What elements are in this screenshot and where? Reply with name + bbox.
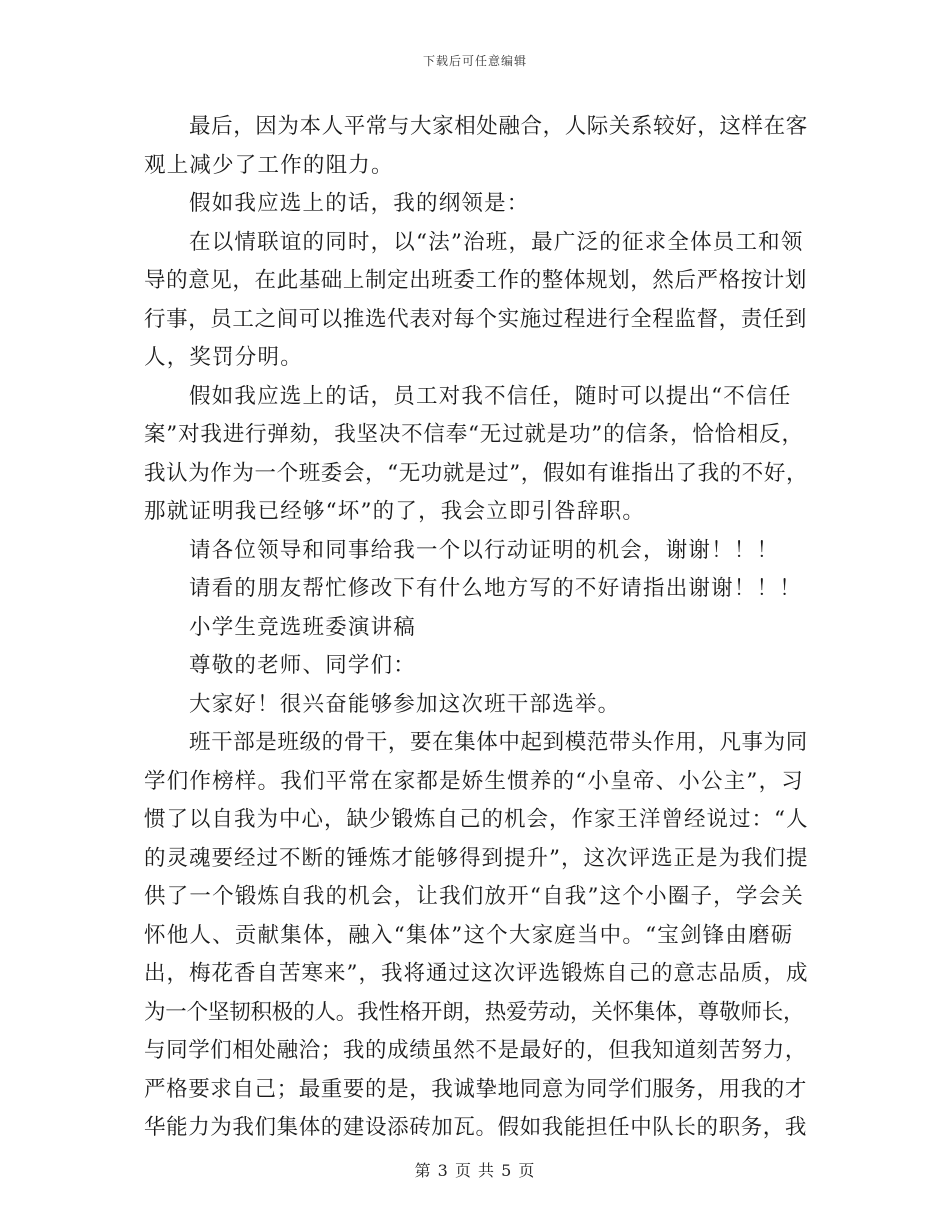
text-line: 小学生竞选班委演讲稿 <box>189 614 417 640</box>
text-line: 惯了以自我为中心，缺少锻炼自己的机会，作家王洋曾经说过：“人 <box>144 807 809 832</box>
text-line: 行事，员工之间可以推选代表对每个实施过程进行全程监督，责任到 <box>144 306 808 332</box>
text-line: 的灵魂要经过不断的锤炼才能够得到提升”，这次评选正是为我们提 <box>144 845 809 871</box>
text-line: 在以情联谊的同时，以“法”治班，最广泛的征求全体员工和领 <box>189 229 804 255</box>
text-line: 导的意见，在此基础上制定出班委工作的整体规划，然后严格按计划 <box>144 268 808 293</box>
text-line: 怀他人、贡献集体，融入“集体”这个大家庭当中。“宝剑锋由磨砺 <box>144 922 794 948</box>
text-line: 那就证明我已经够“坏”的了，我会立即引咎辞职。 <box>144 499 646 524</box>
page-header: 下载后可任意编辑 <box>422 54 527 68</box>
text-line: 班干部是班级的骨干，要在集体中起到模范带头作用，凡事为同 <box>189 730 808 755</box>
text-line: 与同学们相处融洽；我的成绩虽然不是最好的，但我知道刻苦努力， <box>144 1038 808 1063</box>
text-line: 华能力为我们集体的建设添砖加瓦。假如我能担任中队长的职务，我 <box>144 1115 808 1140</box>
text-line: 假如我应选上的话，我的纲领是： <box>189 191 530 216</box>
text-line: 请各位领导和同事给我一个以行动证明的机会，谢谢！！！ <box>189 537 780 563</box>
text-line: 案”对我进行弹劾，我坚决不信奉“无过就是功”的信条，恰恰相反， <box>144 422 804 447</box>
text-line: 人，奖罚分明。 <box>144 345 303 370</box>
text-line: 出，梅花香自苦寒来”，我将通过这次评选锻炼自己的意志品质，成 <box>144 961 809 986</box>
text-line: 供了一个锻炼自我的机会，让我们放开“自我”这个小圈子，学会关 <box>144 884 804 909</box>
text-line: 最后，因为本人平常与大家相处融合，人际关系较好，这样在客 <box>189 114 808 139</box>
document-body <box>144 108 809 1148</box>
text-line: 严格要求自己；最重要的是，我诚挚地同意为同学们服务，用我的才 <box>144 1076 808 1102</box>
text-line: 学们作榜样。我们平常在家都是娇生惯养的“小皇帝、小公主”，习 <box>144 768 804 794</box>
text-line: 我认为作为一个班委会，“无功就是过”，假如有谁指出了我的不好， <box>144 460 809 486</box>
text-line: 假如我应选上的话，员工对我不信任，随时可以提出“不信任 <box>189 383 792 409</box>
text-line: 尊敬的老师、同学们： <box>189 653 417 678</box>
text-line: 请看的朋友帮忙修改下有什么地方写的不好请指出谢谢！！！ <box>189 576 802 601</box>
page-number: 第 3 页 共 5 页 <box>414 1161 536 1180</box>
text-line: 为一个坚韧积极的人。我性格开朗，热爱劳动，关怀集体，尊敬师长， <box>144 999 805 1025</box>
text-line: 观上减少了工作的阻力。 <box>144 152 394 178</box>
text-line: 大家好！很兴奋能够参加这次班干部选举。 <box>189 691 621 717</box>
